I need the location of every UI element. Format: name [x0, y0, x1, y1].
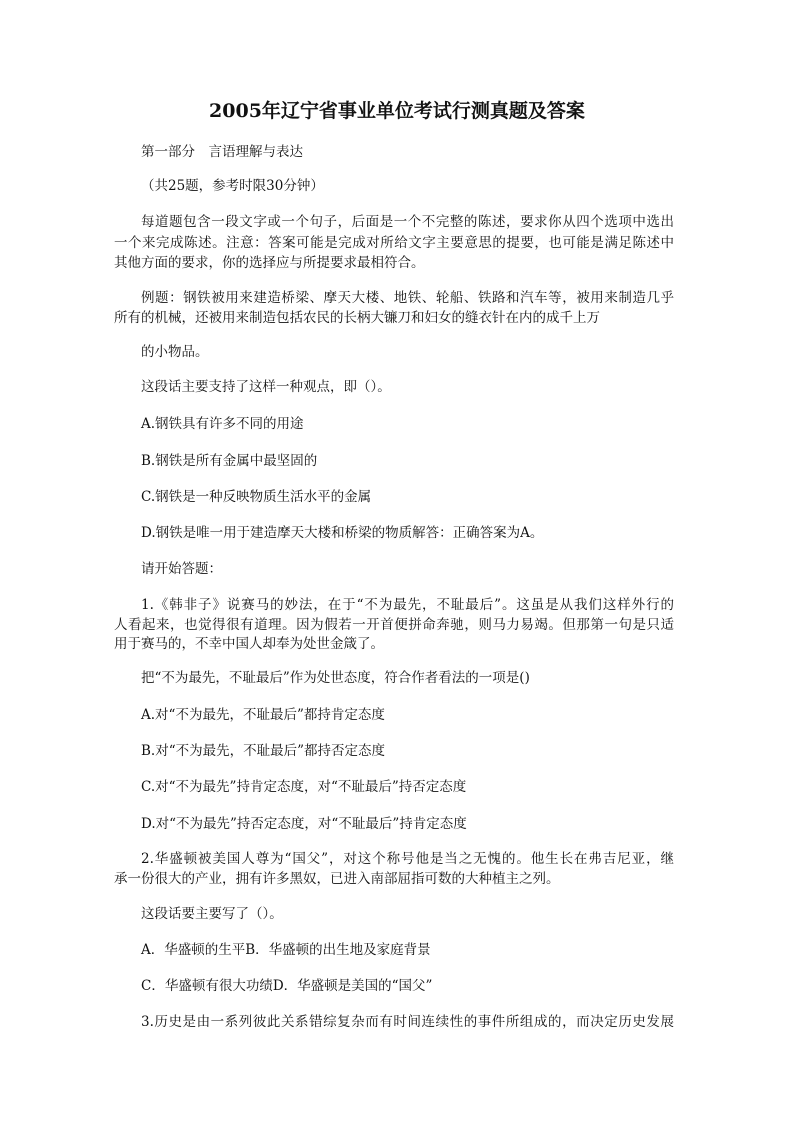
instructions-line: 其他方面的要求，你的选择应与所提要求最相符合。 — [114, 255, 425, 271]
q1-text-line: 用于赛马的，不幸中国人却奉为处世金箴了。 — [114, 636, 384, 652]
q2-question: 这段话要主要写了（）。 — [141, 906, 283, 922]
example-text-line: 例题：钢铁被用来建造桥梁、摩天大楼、地铁、轮船、铁路和汽车等，被用来制造几乎 — [141, 290, 674, 306]
instructions-line: 每道题包含一段文字或一个句子，后面是一个不完整的陈述，要求你从四个选项中选出 — [141, 214, 674, 230]
section-note: （共25题，参考时限30分钟） — [141, 178, 324, 194]
q2-options-ab: A．华盛顿的生平B．华盛顿的出生地及家庭背景 — [141, 942, 431, 958]
section-heading: 第一部分 言语理解与表达 — [141, 144, 303, 160]
start-prompt: 请开始答题： — [141, 561, 222, 577]
document-title: 2005年辽宁省事业单位考试行测真题及答案 — [209, 100, 585, 122]
q2-options-cd: C．华盛顿有很大功绩D．华盛顿是美国的“国父” — [141, 978, 433, 994]
q1-text-line: 1.《韩非子》说赛马的妙法，在于“不为最先，不耻最后”。这虽是从我们这样外行的 — [141, 597, 674, 613]
example-option-d: D.钢铁是唯一用于建造摩天大楼和桥梁的物质解答：正确答案为A。 — [141, 525, 544, 541]
q1-option-d: D.对“不为最先”持否定态度，对“不耻最后”持肯定态度 — [141, 816, 467, 832]
q1-option-b: B.对“不为最先，不耻最后”都持否定态度 — [141, 743, 386, 759]
example-text-line: 的小物品。 — [141, 344, 209, 360]
example-text-line: 所有的机械，还被用来制造包括农民的长柄大镰刀和妇女的缝衣针在内的成千上万 — [114, 310, 600, 326]
q1-option-a: A.对“不为最先，不耻最后”都持肯定态度 — [141, 707, 385, 723]
q2-text-line: 2.华盛顿被美国人尊为“国父”，对这个称号他是当之无愧的。他生长在弗吉尼亚，继 — [141, 851, 674, 867]
q1-option-c: C.对“不为最先”持肯定态度，对“不耻最后”持否定态度 — [141, 779, 467, 795]
example-question: 这段话主要支持了这样一种观点，即（）。 — [141, 379, 391, 395]
q3-text-line: 3.历史是由一系列彼此关系错综复杂而有时间连续性的事件所组成的，而决定历史发展 — [141, 1014, 674, 1030]
example-option-a: A.钢铁具有许多不同的用途 — [141, 416, 304, 432]
example-option-c: C.钢铁是一种反映物质生活水平的金属 — [141, 489, 372, 505]
q1-text-line: 人看起来，也觉得很有道理。因为假若一开首便拼命奔驰，则马力易竭。但那第一句是只适 — [114, 617, 674, 633]
q1-question: 把“不为最先，不耻最后”作为处世态度，符合作者看法的一项是() — [141, 670, 530, 686]
instructions-line: 一个来完成陈述。注意：答案可能是完成对所给文字主要意思的提要，也可能是满足陈述中 — [114, 235, 674, 251]
q2-text-line: 承一份很大的产业，拥有许多黑奴，已进入南部屈指可数的大种植主之列。 — [114, 871, 560, 887]
example-option-b: B.钢铁是所有金属中最坚固的 — [141, 453, 318, 469]
